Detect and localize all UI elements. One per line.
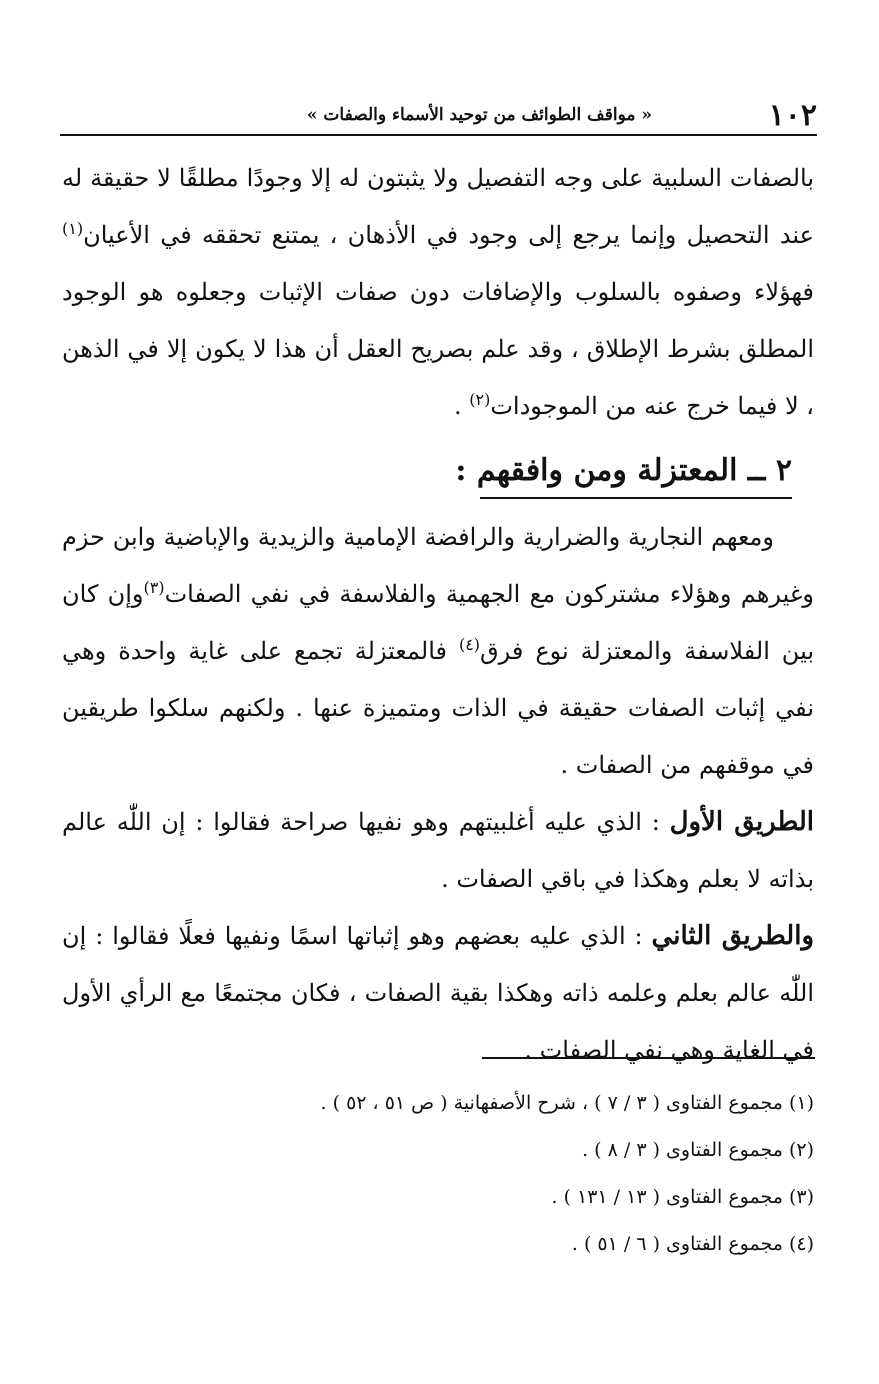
footnote-ref-3: (٣) [143, 578, 165, 597]
footnote-1: (١) مجموع الفتاوى ( ٣ / ٧ ) ، شرح الأصفهانية ( ص ٥١ ، ٥٢ ) . [320, 1092, 814, 1114]
footnote-2: (٢) مجموع الفتاوى ( ٣ / ٨ ) . [582, 1139, 814, 1161]
running-header [60, 96, 817, 136]
paragraph-4-lead: والطريق الثاني [651, 921, 814, 951]
paragraph-4 [62, 908, 814, 1079]
paragraph-2 [62, 509, 814, 794]
paragraph-3 [62, 794, 814, 908]
paragraph-1 [62, 150, 814, 435]
section-heading [62, 443, 814, 503]
main-text [62, 150, 814, 1079]
paragraph-2-text-c: فالمعتزلة تجمع على غاية واحدة وهي نفي إثبات الصفات حقيقة في الذات ومتميزة عنها . ولكنهم سلكوا طريقين في موقفهم من الصفات . [62, 637, 814, 779]
paragraph-2-text-b: وإن كان بين الفلاسفة والمعتزلة نوع فرق [62, 580, 814, 665]
footnote-ref-2: (٢) [469, 390, 491, 409]
footnote-divider [482, 1057, 815, 1059]
paragraph-1-text-a: بالصفات السلبية على وجه التفصيل ولا يثبتون له إلا وجودًا مطلقًا لا حقيقة له عند التحصيل وإنما يرجع إلى وجود في الأذهان ، يمتنع تحققه في الأعيان [62, 164, 815, 249]
footnote-ref-4: (٤) [458, 635, 481, 654]
footnote-3: (٣) مجموع الفتاوى ( ١٣ / ١٣١ ) . [551, 1186, 814, 1208]
section-heading-text: ٢ ــ المعتزلة ومن وافقهم : [455, 453, 792, 488]
paragraph-3-text: : الذي عليه أغلبيتهم وهو نفيها صراحة فقالوا : إن اللّٰه عالم بذاته لا بعلم وهكذا في باقي الصفات . [62, 808, 814, 893]
paragraph-2-text-a: ومعهم النجارية والضرارية والرافضة الإمامية والزيدية والإباضية وابن حزم وغيرهم وهؤلاء مشتركون مع الجهمية والفلاسفة في نفي الصفات [62, 523, 814, 608]
header-divider [60, 134, 817, 136]
footnote-ref-1: (١) [62, 219, 84, 238]
footnote-4: (٤) مجموع الفتاوى ( ٦ / ٥١ ) . [571, 1233, 814, 1255]
footnotes [62, 1080, 814, 1268]
page-number: ١٠٢ [768, 98, 817, 133]
paragraph-4-text: : الذي عليه بعضهم وهو إثباتها اسمًا ونفيها فعلًا فقالوا : إن اللّٰه عالم بعلم وعلمه ذاته وهكذا بقية الصفات ، فكان مجتمعًا مع الرأي الأول في الغاية وهي نفي الصفات . [62, 922, 814, 1064]
running-title: « مواقف الطوائف من توحيد الأسماء والصفات » [306, 105, 652, 125]
paragraph-1-text-b: فهؤلاء وصفوه بالسلوب والإضافات دون صفات الإثبات وجعلوه هو الوجود المطلق بشرط الإطلاق ، وقد علم بصريح العقل أن هذا لا يكون إلا في الذهن ، لا فيما خرج عنه من الموجودات [62, 278, 814, 420]
paragraph-3-lead: الطريق الأول [669, 807, 815, 837]
section-heading-underline [480, 497, 792, 499]
paragraph-1-text-c: . [453, 392, 470, 420]
